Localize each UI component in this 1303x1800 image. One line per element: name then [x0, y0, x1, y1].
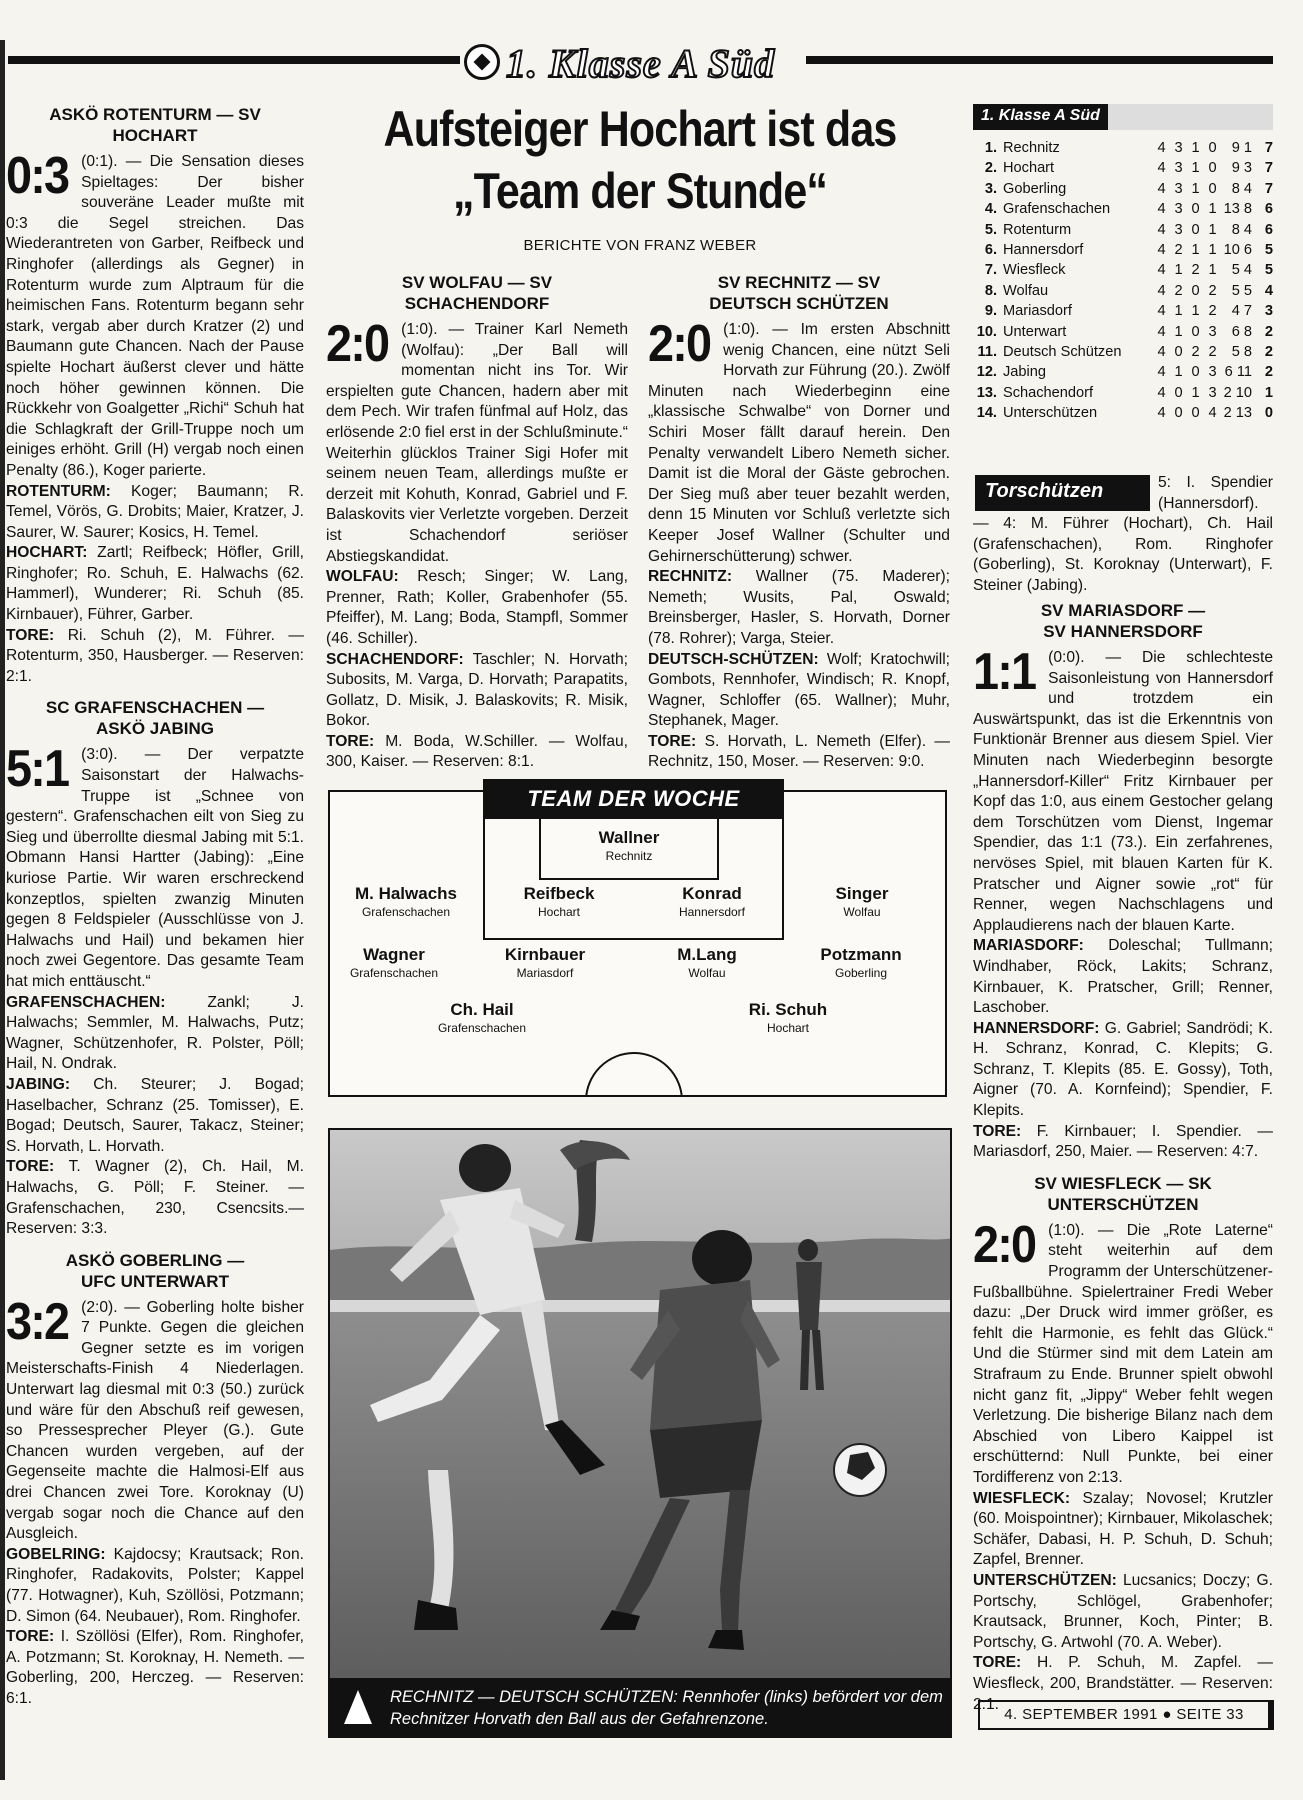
table-row: [973, 322, 1273, 342]
cell-team-name: Hochart: [1003, 160, 1055, 177]
tore-label: TORE:: [973, 1122, 1022, 1140]
match-title: SV WOLFAU — SV SCHACHENDORF: [401, 273, 553, 313]
cell-goals: 2 13: [1223, 405, 1252, 422]
cell-goals: 5 5: [1231, 282, 1252, 299]
match-report: [648, 315, 950, 567]
player-club: Wolfau: [843, 905, 881, 919]
team-label: ROTENTURM:: [6, 482, 111, 500]
goals-line: [6, 1627, 304, 1709]
league-table: [973, 104, 1273, 423]
cell-position: 3.: [984, 180, 997, 197]
cell-position: 7.: [984, 262, 997, 279]
player-name: M.Lang: [677, 945, 737, 964]
team-of-week-pitch: [328, 786, 947, 1097]
match-report: [973, 643, 1273, 936]
cell-position: 2.: [984, 160, 997, 177]
match-report: [6, 1292, 304, 1545]
lineup-text: Zankl; J. Halwachs; Semmler, M. Halwachs, Putz; Wagner, Schützenhofer, R. Polster, Pöll; Hail, N. Ondrak.: [6, 993, 304, 1073]
photo-caption: [328, 1680, 952, 1738]
cell-draws: 0: [1191, 323, 1200, 340]
lineup-text: Zartl; Reifbeck; Höfler, Grill, Ringhofer; Ro. Schuh, E. Halwachs (62. Hammerl), Wunderer; Ri. Schuh (85. Kirnbauer), Führer, Garber.: [6, 544, 304, 624]
lineup: [648, 567, 950, 649]
cell-wins: 3: [1174, 140, 1183, 156]
cell-position: 4.: [984, 201, 997, 218]
lineup-text: Koger; Baumann; R. Temel, Vörös, G. Drobits; Maier, Kratzer, J. Saurer, W. Saurer; Kosics, H. Temel.: [6, 482, 304, 541]
cell-losses: 0: [1208, 180, 1217, 197]
team-label: WOLFAU:: [326, 568, 399, 586]
player-club: Grafenschachen: [361, 905, 451, 919]
player-club: Mariasdorf: [516, 966, 574, 980]
table-row: [973, 138, 1273, 158]
player-defender: [782, 884, 942, 920]
tore-label: TORE:: [648, 732, 697, 750]
cell-draws: 1: [1191, 303, 1200, 320]
table-row: [973, 281, 1273, 301]
match-report: [6, 740, 304, 992]
football-icon: [464, 44, 500, 80]
player-club: Hochart: [766, 1021, 810, 1035]
lineup-text: Szalay; Novosel; Krutzler (60. Moispointner); Kirnbauer, Mikolaschek; Schäfer, Dabasi, H. P. Schuh, D. Schuh; Zapfel, Brenner.: [973, 1489, 1273, 1569]
cell-position: 8.: [984, 282, 997, 299]
cell-draws: 0: [1191, 364, 1200, 381]
goals-line: [973, 1122, 1273, 1163]
table-row: [973, 301, 1273, 321]
match-title: SV RECHNITZ — SV DEUTSCH SCHÜTZEN: [709, 273, 889, 313]
cell-points: 7: [1264, 160, 1273, 177]
match-title: SC GRAFENSCHACHEN — ASKÖ JABING: [45, 698, 265, 739]
player-club: Hannersdorf: [678, 905, 746, 919]
player-defender: [326, 884, 486, 920]
cell-draws: 0: [1191, 405, 1200, 422]
cell-wins: 1: [1174, 323, 1183, 340]
player-name: Potzmann: [820, 945, 902, 964]
report-text: (1:0). — Die „Rote Laterne“ steht weiterhin auf dem Programm der Unterschützener-Fußballbühne. Spielertrainer Fredi Weber dazu: „Der Druck wird immer größer, es fehlt die Harmonie, es fehlt das Glück.“ Und die Stürmer sind mit dem Latein am Strafraum zu Ende. Brunner spielt obwohl nicht ganz fit, „Jippy“ Weber fehlt wegen Verletzung. Die bisherige Bilanz nach dem Abschied von Libero Kaippel ist erschütternd: Null Punkte, bei einer Tordifferenz von 2:13.: [973, 1221, 1273, 1486]
tore-label: TORE:: [326, 732, 375, 750]
cell-wins: 2: [1174, 282, 1183, 299]
triangle-pointer-icon: [344, 1690, 372, 1724]
player-club: Rechnitz: [605, 849, 653, 863]
team-label: HANNERSDORF:: [973, 1019, 1100, 1037]
lineup-text: Doleschal; Tullmann; Windhaber, Röck, Lakits; Schranz, Kirnbauer, K. Pratscher, Grill; Renner, Laschober.: [973, 937, 1273, 1017]
cell-goals: 2 10: [1223, 384, 1252, 401]
table-row: [973, 362, 1273, 382]
lineup: [6, 482, 304, 544]
issue-date: 4. SEPTEMBER 1991: [1004, 1706, 1158, 1723]
cell-goals: 4 7: [1231, 303, 1252, 320]
cell-points: 6: [1264, 201, 1273, 218]
match-score: 2:0: [973, 1215, 1036, 1274]
byline: BERICHTE VON FRANZ WEBER: [523, 237, 757, 254]
cell-wins: 2: [1174, 241, 1183, 258]
cell-losses: 1: [1208, 241, 1217, 258]
cell-goals: 13 8: [1223, 201, 1252, 218]
player-name: Wagner: [363, 945, 425, 964]
cell-goals: 6 11: [1224, 364, 1252, 381]
cell-team-name: Mariasdorf: [1003, 303, 1072, 320]
cell-points: 5: [1264, 262, 1273, 279]
cell-points: 1: [1264, 384, 1273, 401]
player-name: Singer: [835, 884, 889, 903]
match-score: 2:0: [648, 315, 711, 373]
cell-goals: 9 1: [1231, 140, 1252, 156]
player-club: Grafenschachen: [437, 1021, 527, 1035]
cell-position: 13.: [976, 384, 997, 401]
table-header: [973, 104, 1273, 130]
cell-draws: 2: [1191, 262, 1200, 279]
table-body: [973, 138, 1273, 423]
cell-team-name: Wolfau: [1003, 282, 1049, 299]
cell-games-played: 4: [1157, 241, 1166, 258]
cell-games-played: 4: [1157, 160, 1166, 177]
match-score: 0:3: [6, 147, 69, 205]
player-midfielder: [781, 945, 941, 981]
cell-position: 1.: [984, 140, 997, 156]
cell-draws: 0: [1191, 282, 1200, 299]
cell-points: 2: [1264, 364, 1273, 381]
tore-text: S. Horvath, L. Nemeth (Elfer). — Rechnitz, 150, Moser. — Reserven: 9:0.: [648, 732, 950, 771]
report-text: (3:0). — Der verpatzte Saisonstart der Halwachs-Truppe ist „Schnee von gestern“. Grafenschachen eilt von Sieg zu Sieg und überrollte diesmal Jabing mit 5:1. Obmann Hansi Hartter (Jabing): „Eine kuriose Partie. Wir waren erschreckend konzeptlos, spielten zwanzig Minuten gegen 8 Feldspieler (Ausschlüsse von J. Halwachs und Hail) und bekamen hier noch zwei Gegentore. Das gesamte Team hat mich enttäuscht.“: [6, 746, 304, 990]
table-row: [973, 383, 1273, 403]
cell-draws: 0: [1191, 201, 1200, 218]
match-report: [6, 147, 304, 482]
match-score: 1:1: [973, 643, 1036, 701]
cell-draws: 1: [1191, 384, 1200, 401]
header-rule-left: [8, 56, 460, 64]
lineup: [6, 993, 304, 1075]
cell-points: 6: [1264, 221, 1273, 238]
cell-position: 5.: [984, 221, 997, 238]
match-title: SV WIESFLECK — SK UNTERSCHÜTZEN: [1034, 1173, 1212, 1214]
table-row: [973, 403, 1273, 423]
lineup: [973, 1019, 1273, 1122]
cell-losses: 1: [1208, 221, 1217, 238]
cell-wins: 0: [1174, 405, 1183, 422]
goals-line: [648, 732, 950, 773]
lineup-text: Ch. Steurer; J. Bogad; Haselbacher, Schranz (25. Tomisser), E. Bogad; Deutsch, Saurer, Takacz, Steiner; S. Horvath, L. Horvath.: [6, 1075, 304, 1155]
tore-text: Ri. Schuh (2), M. Führer. — Rotenturm, 350, Hausberger. — Reserven: 2:1.: [6, 626, 304, 685]
cell-games-played: 4: [1157, 180, 1166, 197]
team-label: JABING:: [6, 1075, 71, 1093]
cell-losses: 3: [1208, 364, 1217, 381]
cell-position: 12.: [976, 364, 997, 381]
player-name: Wallner: [598, 828, 660, 847]
cell-draws: 2: [1191, 343, 1200, 360]
cell-team-name: Grafenschachen: [1003, 201, 1111, 218]
player-name: Kirnbauer: [504, 945, 586, 964]
cell-goals: 8 4: [1231, 180, 1252, 197]
cell-team-name: Jabing: [1003, 364, 1047, 381]
cell-losses: 3: [1208, 323, 1217, 340]
player-name: Ri. Schuh: [748, 1000, 828, 1019]
middle-column-1: [326, 272, 628, 773]
player-name: Reifbeck: [523, 884, 595, 903]
lineup: [326, 567, 628, 649]
lineup-text: Wallner (75. Maderer); Nemeth; Wusits, Pal, Oswald; Breinsberger, Hasler, S. Horvath, Dorner (78. Rohrer); Varga, Steier.: [648, 568, 950, 647]
cell-losses: 1: [1208, 262, 1217, 279]
cell-losses: 2: [1208, 343, 1217, 360]
team-label: RECHNITZ:: [648, 568, 733, 586]
cell-position: 6.: [984, 241, 997, 258]
cell-draws: 1: [1191, 241, 1200, 258]
lineup: [973, 1571, 1273, 1653]
player-forward: [708, 1000, 868, 1036]
player-club: Grafenschachen: [349, 966, 439, 980]
cell-team-name: Wiesfleck: [1003, 262, 1066, 279]
tore-label: TORE:: [6, 1628, 55, 1646]
cell-losses: 2: [1208, 303, 1217, 320]
cell-team-name: Hannersdorf: [1003, 241, 1084, 258]
middle-column-2: [648, 272, 950, 773]
cell-games-played: 4: [1157, 303, 1166, 320]
lineup-text: Resch; Singer; W. Lang, Prenner, Rath; Koller, Grabenhofer (55. Pfeiffer), M. Lang; Boda, Stampfl, Sommer (46. Schiller).: [326, 568, 628, 647]
cell-draws: 1: [1191, 140, 1200, 156]
tore-text: H. P. Schuh, M. Zapfel. — Wiesfleck, 200, Brandstätter. — Reserven: 2:1.: [973, 1654, 1273, 1713]
cell-team-name: Schachendorf: [1003, 384, 1094, 401]
cell-points: 5: [1264, 241, 1273, 258]
player-midfielder: [465, 945, 625, 981]
lineup-text: Taschler; N. Horvath; Subosits, M. Varga, D. Horvath; Parapatits, Gollatz, D. Misik, J. Balaskovits; R. Misik, Bokor.: [326, 650, 628, 730]
cell-games-played: 4: [1157, 140, 1166, 156]
table-title: 1. Klasse A Süd: [973, 104, 1108, 130]
caption-text: RECHNITZ — DEUTSCH SCHÜTZEN: Rennhofer (links) befördert vor dem Rechnitzer Horvath den Ball aus der Gefahrenzone.: [390, 1688, 943, 1728]
cell-losses: 0: [1208, 140, 1217, 156]
team-label: WIESFLECK:: [973, 1489, 1071, 1507]
cell-points: 7: [1264, 140, 1273, 156]
tore-text: T. Wagner (2), Ch. Hail, M. Halwachs, G. Pöll; F. Steiner. — Grafenschachen, 230, Csencsits.— Reserven: 3:3.: [6, 1158, 304, 1238]
cell-points: 7: [1264, 180, 1273, 197]
cell-games-played: 4: [1157, 221, 1166, 238]
section-title: 1. Klasse A Süd: [506, 41, 776, 86]
right-column: [973, 600, 1273, 1715]
player-club: Hochart: [537, 905, 581, 919]
cell-goals: 5 8: [1231, 343, 1252, 360]
cell-wins: 3: [1174, 180, 1183, 197]
cell-goals: 10 6: [1223, 241, 1252, 258]
cell-goals: 9 3: [1231, 160, 1252, 177]
match-photo: [328, 1128, 952, 1680]
player-name: Ch. Hail: [450, 1000, 514, 1019]
match-score: 5:1: [6, 740, 69, 799]
cell-position: 9.: [984, 303, 997, 320]
cell-draws: 0: [1191, 221, 1200, 238]
player-defender: [632, 884, 792, 920]
header-rule-right: [806, 56, 1273, 64]
scorers-text-block: [973, 473, 1273, 597]
player-midfielder: [627, 945, 787, 981]
cell-wins: 1: [1174, 262, 1183, 279]
cell-games-played: 4: [1157, 384, 1166, 401]
tore-text: M. Boda, W.Schiller. — Wolfau, 300, Kaiser. — Reserven: 8:1.: [326, 732, 628, 771]
tore-label: TORE:: [6, 1158, 55, 1176]
report-text: (0:0). — Die schlechteste Saisonleistung von Hannersdorf und trotzdem ein Auswärtspunkt, das ist die Erkenntnis von Funktionär Brenner aus diesem Spiel. Vier Minuten nach Wiederbeginn besorgte „Hannersdorf-Killer“ Fritz Kirnbauer per Kopf das 1:0, aus einem Gestocher gelang dem Torschützen vom Dienst, Ingemar Spendier, das 1:1 (73.). Ein zerfahrenes, nervöses Spiel, mit blauen Karten für K. Pratscher und Aigner sowie „rot“ für Renner, wegen Nachschlagens und Applaudierens nach der blauen Karte.: [973, 649, 1273, 934]
tore-label: TORE:: [973, 1654, 1022, 1672]
match-report: [973, 1215, 1273, 1489]
tore-label: TORE:: [6, 626, 55, 644]
team-label: MARIASDORF:: [973, 937, 1084, 955]
cell-losses: 4: [1208, 405, 1217, 422]
cell-wins: 1: [1174, 364, 1183, 381]
scorers-text: 5: I. Spendier (Hannersdorf). — 4: M. Führer (Hochart), Ch. Hail (Grafenschachen), Rom. Ringhofer (Goberling), St. Koroknay (Unterwart), F. Steiner (Jabing).: [973, 474, 1273, 594]
table-row: [973, 199, 1273, 219]
report-text: (2:0). — Goberling holte bisher 7 Punkte. Gegen die gleichen Gegner setzte es im vorigen Meisterschafts-Finish 4 Niederlagen. Unterwart lag diesmal mit 0:3 (50.) zurück und wäre für den Abschuß reif gewesen, so Pressesprecher Pleyer (G.). Gute Chancen wurden vergeben, auf der Gegenseite machte die Halmosi-Elf aus drei Chancen zwei Tore. Koroknay (U) vergab sogar noch die Chance auf den Ausgleich.: [6, 1298, 304, 1543]
cell-games-played: 4: [1157, 364, 1166, 381]
team-of-week-title: TEAM DER WOCHE: [483, 779, 784, 819]
left-column: [6, 104, 304, 1710]
lineup-text: Lucsanics; Doczy; G. Portschy, Schlögel, Grabenhofer; Krautsack, Brunner, Koch, Pinter; B. Portschy, G. Artwohl (70. A. Weber).: [973, 1571, 1273, 1651]
page-number: SEITE 33: [1176, 1706, 1244, 1723]
cell-team-name: Unterwart: [1003, 323, 1067, 340]
cell-team-name: Rotenturm: [1003, 221, 1072, 238]
cell-team-name: Goberling: [1003, 180, 1067, 197]
lineup: [648, 650, 950, 732]
cell-games-played: 4: [1157, 201, 1166, 218]
cell-position: 10.: [976, 323, 997, 340]
table-row: [973, 179, 1273, 199]
lineup: [6, 543, 304, 625]
cell-wins: 0: [1174, 343, 1183, 360]
cell-losses: 3: [1208, 384, 1217, 401]
page-footer: [978, 1700, 1274, 1730]
cell-goals: 5 4: [1231, 262, 1252, 279]
cell-wins: 3: [1174, 201, 1183, 218]
goals-line: [6, 1157, 304, 1239]
table-row: [973, 260, 1273, 280]
player-name: Konrad: [682, 884, 742, 903]
team-label: DEUTSCH-SCHÜTZEN:: [648, 650, 819, 668]
cell-losses: 2: [1208, 282, 1217, 299]
table-row: [973, 158, 1273, 178]
match-title: ASKÖ ROTENTURM — SV HOCHART: [49, 105, 261, 145]
tore-text: I. Szöllösi (Elfer), Rom. Ringhofer, A. Potzmann; St. Koroknay, H. Nemeth. — Goberling, 200, Herczeg. — Reserven: 6:1.: [6, 1628, 304, 1707]
team-label: GOBELRING:: [6, 1545, 106, 1563]
cell-draws: 1: [1191, 160, 1200, 177]
lineup-text: Kajdocsy; Krautsack; Ron. Ringhofer, Radakovits, Polster; Kappel (77. Hotwagner), Kuh, Szöllösi, Potzmann; D. Simon (64. Neubauer), Rom. Ringhofer.: [6, 1545, 304, 1625]
cell-games-played: 4: [1157, 282, 1166, 299]
goals-line: [6, 626, 304, 688]
cell-goals: 8 4: [1231, 221, 1252, 238]
section-header: [8, 41, 1273, 86]
tore-text: F. Kirnbauer; I. Spendier. — Mariasdorf, 250, Maier. — Reserven: 4:7.: [973, 1122, 1273, 1161]
match-title: ASKÖ GOBERLING — UFC UNTERWART: [65, 1250, 245, 1291]
cell-points: 4: [1264, 282, 1273, 299]
lineup: [6, 1545, 304, 1627]
cell-points: 3: [1264, 303, 1273, 320]
match-score: 3:2: [6, 1292, 69, 1351]
team-label: SCHACHENDORF:: [326, 650, 464, 668]
report-text: (0:1). — Die Sensation dieses Spieltages: Der bisher souveräne Leader mußte mit 0:3 die Segel streichen. Das Wiederantreten von Garber, Reifbeck und Ringhofer (allerdings als Gegner) in Rotenturm wurde zum Alptraum für die heimischen Fans. Rotenturm begann sehr stark, vergab aber durch Kratzer (2) und Baumann gute Chancen. Nach der Pause spielte Hochart äußerst clever und hätte noch höher gewinnen können. Die Rückkehr von Goalgetter „Richi“ Schuh hat die Schlagkraft der Grill-Truppe noch um einiges erhöht. Grill (H) vergab noch einen Penalty (86.), Koger parierte.: [6, 153, 304, 479]
cell-wins: 3: [1174, 221, 1183, 238]
page-gutter-edge: [0, 40, 5, 1780]
player-goalkeeper: [549, 828, 709, 864]
cell-points: 2: [1264, 343, 1273, 360]
table-row: [973, 240, 1273, 260]
player-club: Wolfau: [688, 966, 726, 980]
team-label: UNTERSCHÜTZEN:: [973, 1571, 1117, 1589]
cell-wins: 3: [1174, 160, 1183, 177]
player-name: M. Halwachs: [354, 884, 458, 903]
cell-games-played: 4: [1157, 323, 1166, 340]
lineup: [973, 936, 1273, 1018]
football-photo-illustration: [330, 1130, 952, 1680]
lineup: [326, 650, 628, 732]
cell-goals: 6 8: [1231, 323, 1252, 340]
cell-points: 2: [1264, 323, 1273, 340]
scorers-title: Torschützen: [975, 475, 1150, 511]
lineup-text: G. Gabriel; Sandrödi; K. H. Schranz, Konrad, C. Klepits; G. Schranz, T. Klepits (85. E. Gossy), Toth, Aigner (70. A. Kornfeind); Spendier, F. Klepits.: [973, 1019, 1273, 1120]
goals-line: [326, 732, 628, 773]
cell-wins: 1: [1174, 303, 1183, 320]
cell-wins: 0: [1174, 384, 1183, 401]
cell-team-name: Deutsch Schützen: [1003, 343, 1122, 360]
cell-position: 14.: [976, 405, 997, 422]
match-report: [326, 315, 628, 567]
bullet-icon: ●: [1162, 1706, 1172, 1723]
cell-draws: 1: [1191, 180, 1200, 197]
table-row: [973, 342, 1273, 362]
match-score: 2:0: [326, 315, 389, 373]
cell-points: 0: [1264, 405, 1273, 422]
team-label: HOCHART:: [6, 544, 88, 562]
player-club: Goberling: [834, 966, 888, 980]
cell-games-played: 4: [1157, 405, 1166, 422]
cell-team-name: Unterschützen: [1003, 405, 1098, 422]
cell-losses: 0: [1208, 160, 1217, 177]
cell-games-played: 4: [1157, 343, 1166, 360]
cell-team-name: Rechnitz: [1003, 140, 1060, 156]
cell-games-played: 4: [1157, 262, 1166, 279]
cell-position: 11.: [977, 343, 997, 360]
cell-losses: 1: [1208, 201, 1217, 218]
lineup: [6, 1075, 304, 1157]
player-forward: [402, 1000, 562, 1036]
player-defender: [479, 884, 639, 920]
headline: Aufsteiger Hochart ist das „Team der Stunde“: [383, 101, 897, 219]
player-midfielder: [314, 945, 474, 981]
report-text: (1:0). — Im ersten Abschnitt wenig Chancen, eine nützt Seli Horvath zur Führung (20.). Zwölf Minuten nach Wiederbeginn eine „klassische Schwalbe“ von Dorner und Schiri Moser fällt darauf herein. Den Penalty verwandelt Libero Nemeth sicher. Damit ist die Moral der Gäste gebrochen. Der Sieg muß aber teuer bezahlt werden, denn 15 Minuten vor Schluß verletzte sich Keeper Josef Wallner (Schulter und Gehirnerschütterung) schwer.: [648, 321, 950, 565]
match-title: SV MARIASDORF — SV HANNERSDORF: [1040, 601, 1206, 641]
lineup-text: Wolf; Kratochwill; Gombots, Rennhofer, Windisch; R. Knopf, Wagner, Schloffer (65. Wallner); Muhr, Stephanek, Mager.: [648, 650, 950, 730]
table-row: [973, 220, 1273, 240]
team-label: GRAFENSCHACHEN:: [6, 993, 166, 1011]
lineup: [973, 1489, 1273, 1571]
report-text: (1:0). — Trainer Karl Nemeth (Wolfau): „Der Ball will momentan nicht ins Tor. Wir erspielten gute Chancen, hadern aber mit dem Pech. Wir trafen fünfmal auf Holz, das erlösende 2:0 fiel erst in der Schlußminute.“ Weiterhin glücklos Trainer Sigi Hofer mit seinem neuen Team, allerdings mußte er derzeit mit Kohuth, Konrad, Gabriel und F. Balaskovits vier Verletzte vorgeben. Derzeit ist Schachendorf seriöser Abstiegskandidat.: [326, 321, 628, 565]
